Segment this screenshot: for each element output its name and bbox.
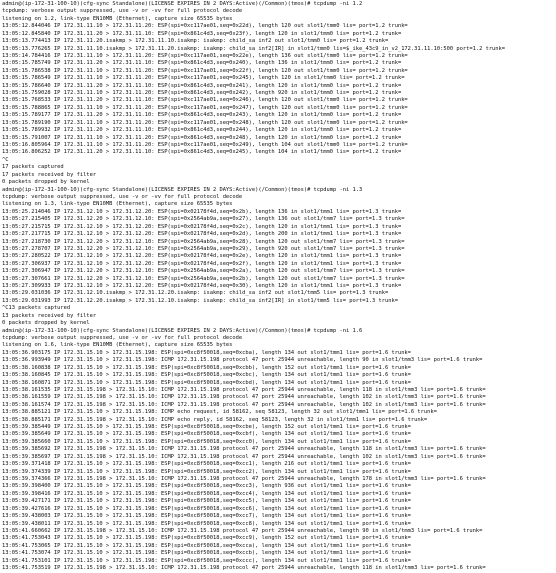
terminal-line: 13:05:15.759028 IP 172.31.11.10 > 172.31.11.20: ESP(spi=0x861c4d3,seq=0x242), length 920 in slot1/tmm0 lis= port=1.2 trunk=: [2, 90, 402, 97]
terminal-line: 13:05:29.031993 IP 172.31.12.20.isakmp > 172.31.12.10.isakmp: isakmp: child_sa inf2[IR] in slot1/tmm5 lis= port=1.3 trunk=: [2, 297, 398, 304]
terminal-line: 13:05:15.786549 IP 172.31.11.10 > 172.31.11.20: ESP(spi=0xc117ae01,seq=0x245), length 120 in slot1/tmm0 lis= port=1.2 trunk=: [2, 75, 405, 82]
terminal-line: listening on 1.3, link-type EN10MB (Ethernet), capture size 65535 bytes: [2, 201, 233, 208]
terminal-line: tcpdump: verbose output suppressed, use -v or -vv for full protocol decode: [2, 193, 243, 200]
terminal-line: tcpdump: verbose output suppressed, use -v or -vv for full protocol decode: [2, 334, 243, 341]
terminal-line: 13:05:16.805964 IP 172.31.11.10 > 172.31.11.20: ESP(spi=0xc117ae01,seq=0x249), length 104 out slot1/tmm0 lis= port=1.2 trunk=: [2, 142, 408, 149]
terminal-line: 13:05:41.753101 IP 172.31.15.10 > 172.31.15.198: ESP(spi=0xc8f50018,seq=0xccc), length 134 out slot1/tmm1 lis= port=1.6 trunk=: [2, 557, 411, 564]
terminal-line: 13:05:38.160838 IP 172.31.15.10 > 172.31.15.198: ESP(spi=0xc8f50018,seq=0xcbb), length 152 out slot1/tmm1 lis= port=1.6 trunk=: [2, 364, 411, 371]
terminal-line: 13:05:15.788865 IP 172.31.11.10 > 172.31.11.20: ESP(spi=0xc117ae01,seq=0x247), length 120 out slot1/tmm0 lis= port=1.2 trunk=: [2, 104, 408, 111]
terminal-line: 13:05:27.278707 IP 172.31.12.20 > 172.31.12.10: ESP(spi=0x2564ab9a,seq=0x29), length 920 out slot1/tmm7 lis= port=1.3 trunk=: [2, 245, 405, 252]
terminal-line: 13:05:39.385697 IP 172.31.15.198 > 172.31.15.10: ICMP 172.31.15.198 protocol 47 port 25944 unreachable, length 102 in slot1/tmm3 lis= port=1.6 trunk=: [2, 453, 486, 460]
terminal-line: 13:05:41.753065 IP 172.31.15.10 > 172.31.15.198: ESP(spi=0xc8f50018,seq=0xcca), length 134 out slot1/tmm1 lis= port=1.6 trunk=: [2, 542, 411, 549]
terminal-line: 13:05:25.214046 IP 172.31.12.10 > 172.31.12.20: ESP(spi=0x02178f4d,seq=0x2b), length 136 in slot1/tmm1 lis= port=1.3 trunk=: [2, 208, 402, 215]
terminal-line: ^C: [2, 156, 9, 163]
terminal-line: 13:05:41.753074 IP 172.31.15.10 > 172.31.15.198: ESP(spi=0xc8f50018,seq=0xccb), length 134 out slot1/tmm1 lis= port=1.6 trunk=: [2, 550, 411, 557]
terminal-line: 13:05:38.161559 IP 172.31.15.198 > 172.31.15.10: ICMP 172.31.15.198 protocol 47 port 25944 unreachable, length 102 in slot1/tmm3 lis= port=1.6 trunk=: [2, 394, 486, 401]
terminal-line: 13:05:38.885121 IP 172.31.15.10 > 172.31.15.198: ICMP echo request, id 58162, seq 58123, length 32 out slot1/tmm1 lis= port=1.6 trunk=: [2, 409, 437, 416]
terminal-line: 13:05:39.438003 IP 172.31.15.10 > 172.31.15.198: ESP(spi=0xc8f50018,seq=0xcc7), length 134 out slot1/tmm1 lis= port=1.6 trunk=: [2, 513, 411, 520]
terminal-line: 13:05:38.160845 IP 172.31.15.10 > 172.31.15.198: ESP(spi=0xc8f50018,seq=0xcbc), length 134 out slot1/tmm1 lis= port=1.6 trunk=: [2, 372, 411, 379]
terminal-line: 13:05:13.776265 IP 172.31.11.10.isakmp > 172.31.11.20.isakmp: isakmp: child_sa inf2[IR] in slot1/tmm0 lis=$_ike_43c9_in_v2_172.31.11.10:500 port=1.2 trunk=: [2, 45, 506, 52]
terminal-line: 13:05:27.215715 IP 172.31.12.10 > 172.31.12.20: ESP(spi=0x02178f4d,seq=0x2c), length 120 in slot1/tmm1 lis= port=1.3 trunk=: [2, 223, 402, 230]
terminal-line: 13:05:29.031036 IP 172.31.12.10.isakmp > 172.31.12.20.isakmp: isakmp: child_sa inf2 out slot1/tmm5 lis= port=1.3 trunk=: [2, 290, 389, 297]
terminal-line: 13:05:41.753519 IP 172.31.15.198 > 172.31.15.10: ICMP 172.31.15.198 protocol 47 port 25944 unreachable, length 118 in slot1/tmm3 lis= port=1.6 trunk=: [2, 565, 486, 572]
terminal-line: 0 packets dropped by kernel: [2, 179, 90, 186]
terminal-line: 13:05:14.784416 IP 172.31.11.10 > 172.31.11.20: ESP(spi=0xc117ae01,seq=0x22e), length 136 out slot1/tmm0 lis= port=1.2 trunk=: [2, 52, 408, 59]
terminal-line: 13:05:39.385660 IP 172.31.15.10 > 172.31.15.198: ESP(spi=0xc8f50018,seq=0xcc0), length 134 out slot1/tmm1 lis= port=1.6 trunk=: [2, 438, 411, 445]
terminal-line: 13:05:38.161535 IP 172.31.15.198 > 172.31.15.10: ICMP 172.31.15.198 protocol 47 port 25944 unreachable, length 118 in slot1/tmm3 lis= port=1.6 trunk=: [2, 386, 486, 393]
terminal-line: 13:05:36.993949 IP 172.31.15.10 > 172.31.15.198: ICMP 172.31.15.198 protocol 47 port 25944 unreachable, length 90 in slot1/tmm3 lis= port=1.6 trunk=: [2, 357, 483, 364]
terminal-line: 13:05:27.215405 IP 172.31.12.20 > 172.31.12.10: ESP(spi=0x2564ab9a,seq=0x27), length 136 out slot1/tmm7 lis= port=1.3 trunk=: [2, 216, 405, 223]
terminal-line: 13:05:39.385692 IP 172.31.15.198 > 172.31.15.10: ICMP 172.31.15.198 protocol 47 port 25944 unreachable, length 118 in slot1/tmm3 lis= port=1.6 trunk=: [2, 446, 486, 453]
terminal-line: 13:05:39.427616 IP 172.31.15.10 > 172.31.15.198: ESP(spi=0xc8f50018,seq=0xcc6), length 134 out slot1/tmm1 lis= port=1.6 trunk=: [2, 505, 411, 512]
terminal-line: ^C13 packets captured: [2, 305, 71, 312]
terminal-line: listening on 1.2, link-type EN10MB (Ethernet), capture size 65535 bytes: [2, 15, 233, 22]
terminal-line: 13:05:15.791007 IP 172.31.11.10 > 172.31.11.20: ESP(spi=0x861c4d3,seq=0x248), length 120 in slot1/tmm0 lis= port=1.2 trunk=: [2, 134, 402, 141]
terminal-line: 0 packets dropped by kernel: [2, 320, 90, 327]
terminal-line: 13:05:27.280522 IP 172.31.12.10 > 172.31.12.20: ESP(spi=0x02178f4d,seq=0x2e), length 120 in slot1/tmm1 lis= port=1.3 trunk=: [2, 253, 402, 260]
terminal-line: 13:05:15.768533 IP 172.31.11.20 > 172.31.11.10: ESP(spi=0xc117ae01,seq=0x246), length 120 out slot1/tmm0 lis= port=1.2 trunk=: [2, 97, 408, 104]
terminal-line: 13 packets received by filter: [2, 312, 97, 319]
terminal-line: 13:05:15.785749 IP 172.31.11.20 > 172.31.11.10: ESP(spi=0x861c4d3,seq=0x240), length 136 in slot1/tmm0 lis= port=1.2 trunk=: [2, 60, 402, 67]
terminal-line: 13:05:15.789177 IP 172.31.11.20 > 172.31.11.10: ESP(spi=0x861c4d3,seq=0x243), length 120 in slot1/tmm0 lis= port=1.2 trunk=: [2, 112, 402, 119]
terminal-line: 13:05:38.885171 IP 172.31.15.198 > 172.31.15.10: ICMP echo reply, id 58162, seq 58123, length 32 in slot1/tmm1 lis= port=1.6 trunk=: [2, 416, 428, 423]
terminal-line: 13:05:15.786538 IP 172.31.11.10 > 172.31.11.20: ESP(spi=0xc117ae01,seq=0x22f), length 120 out slot1/tmm0 lis= port=1.2 trunk=: [2, 67, 408, 74]
terminal-line: 17 packets captured: [2, 164, 64, 171]
terminal-line: 13:05:39.398400 IP 172.31.15.10 > 172.31.15.198: ESP(spi=0xc8f50018,seq=0xcc3), length 936 out slot1/tmm1 lis= port=1.6 trunk=: [2, 483, 411, 490]
terminal-line: 13:05:27.307661 IP 172.31.12.20 > 172.31.12.10: ESP(spi=0x2564ab9a,seq=0x2b), length 120 out slot1/tmm7 lis= port=1.3 trunk=: [2, 275, 405, 282]
terminal-line: 13:05:38.160871 IP 172.31.15.10 > 172.31.15.198: ESP(spi=0xc8f50018,seq=0xcbd), length 134 out slot1/tmm1 lis= port=1.6 trunk=: [2, 379, 411, 386]
terminal-line: 13:05:39.371418 IP 172.31.15.10 > 172.31.15.198: ESP(spi=0xc8f50018,seq=0xcc1), length 216 out slot1/tmm1 lis= port=1.6 trunk=: [2, 461, 411, 468]
terminal-line: 13:05:27.309933 IP 172.31.12.10 > 172.31.12.20: ESP(spi=0x02178f4d,seq=0x30), length 120 in slot1/tmm1 lis= port=1.3 trunk=: [2, 283, 402, 290]
terminal-line: 13:05:39.385449 IP 172.31.15.10 > 172.31.15.198: ESP(spi=0xc8f50018,seq=0xcbe), length 152 out slot1/tmm1 lis= port=1.6 trunk=: [2, 424, 411, 431]
terminal-line: 13:05:15.786640 IP 172.31.11.20 > 172.31.11.10: ESP(spi=0x861c4d3,seq=0x241), length 120 in slot1/tmm0 lis= port=1.2 trunk=: [2, 82, 402, 89]
terminal-line: 13:05:15.789190 IP 172.31.11.10 > 172.31.11.20: ESP(spi=0xc117ae01,seq=0x248), length 120 out slot1/tmm0 lis= port=1.2 trunk=: [2, 119, 408, 126]
terminal-line: 13:05:39.398416 IP 172.31.15.10 > 172.31.15.198: ESP(spi=0xc8f50018,seq=0xcc4), length 134 out slot1/tmm1 lis= port=1.6 trunk=: [2, 490, 411, 497]
terminal-line: admin@(ip-172-31-100-10)(cfg-sync Standalone)(LICENSE EXPIRES IN 2 DAYS:Active)(/Common)(tmos)# tcpdump -ni 1.3: [2, 186, 363, 193]
terminal-line: 13:05:38.161574 IP 172.31.15.198 > 172.31.15.10: ICMP 172.31.15.198 protocol 47 port 25944 unreachable, length 102 in slot1/tmm3 lis= port=1.6 trunk=: [2, 401, 486, 408]
terminal-line: listening on 1.6, link-type EN10MB (Ethernet), capture size 65535 bytes: [2, 342, 233, 349]
terminal-line: tcpdump: verbose output suppressed, use -v or -vv for full protocol decode: [2, 8, 243, 15]
terminal-line: 13:05:16.806252 IP 172.31.11.20 > 172.31.11.10: ESP(spi=0x861c4d3,seq=0x245), length 104 in slot1/tmm0 lis= port=1.2 trunk=: [2, 149, 402, 156]
terminal-line: 13:05:27.306947 IP 172.31.12.20 > 172.31.12.10: ESP(spi=0x2564ab9a,seq=0x2a), length 120 out slot1/tmm7 lis= port=1.3 trunk=: [2, 268, 405, 275]
terminal-line: 13:05:39.427171 IP 172.31.15.10 > 172.31.15.198: ESP(spi=0xc8f50018,seq=0xcc5), length 134 out slot1/tmm1 lis= port=1.6 trunk=: [2, 498, 411, 505]
terminal-line: 13:05:27.217715 IP 172.31.12.10 > 172.31.12.20: ESP(spi=0x02178f4d,seq=0x2d), length 200 in slot1/tmm1 lis= port=1.3 trunk=: [2, 231, 402, 238]
terminal-line: 13:05:39.374366 IP 172.31.15.198 > 172.31.15.10: ICMP 172.31.15.198 protocol 47 port 25944 unreachable, length 178 in slot1/tmm3 lis= port=1.6 trunk=: [2, 476, 486, 482]
terminal-line: 13:05:27.306937 IP 172.31.12.10 > 172.31.12.20: ESP(spi=0x02178f4d,seq=0x2f), length 120 in slot1/tmm1 lis= port=1.3 trunk=: [2, 260, 402, 267]
terminal-line: 13:05:12.844046 IP 172.31.11.10 > 172.31.11.20: ESP(spi=0xc117ae01,seq=0x22d), length 120 out slot1/tmm0 lis= port=1.2 trunk=: [2, 23, 408, 30]
terminal-line: admin@(ip-172-31-100-10)(cfg-sync Standalone)(LICENSE EXPIRES IN 2 DAYS:Active)(/Common)(tmos)# tcpdump -ni 1.2: [2, 1, 363, 7]
terminal-line: 13:05:39.438011 IP 172.31.15.10 > 172.31.15.198: ESP(spi=0xc8f50018,seq=0xcc8), length 134 out slot1/tmm1 lis= port=1.6 trunk=: [2, 520, 411, 527]
terminal-line: 13:05:41.753043 IP 172.31.15.10 > 172.31.15.198: ESP(spi=0xc8f50018,seq=0xcc9), length 152 out slot1/tmm1 lis= port=1.6 trunk=: [2, 535, 411, 542]
terminal-line: 13:05:15.789932 IP 172.31.11.20 > 172.31.11.10: ESP(spi=0x861c4d3,seq=0x244), length 120 in slot1/tmm0 lis= port=1.2 trunk=: [2, 127, 402, 134]
terminal-line: 13:05:36.903175 IP 172.31.15.10 > 172.31.15.198: ESP(spi=0xc8f50018,seq=0xcba), length 134 out slot1/tmm1 lis= port=1.6 trunk=: [2, 349, 411, 356]
terminal-line: 13:05:12.845840 IP 172.31.11.20 > 172.31.11.10: ESP(spi=0x861c4d3,seq=0x23f), length 120 in slot1/tmm0 lis= port=1.2 trunk=: [2, 30, 402, 37]
terminal-line: 13:05:13.774413 IP 172.31.11.20.isakmp > 172.31.11.10.isakmp: isakmp: child_sa inf2 out slot1/tmm0 lis= port=1.2 trunk=: [2, 38, 389, 45]
terminal-line: 17 packets received by filter: [2, 171, 97, 178]
terminal-line: admin@(ip-172-31-100-10)(cfg-sync Standalone)(LICENSE EXPIRES IN 2 DAYS:Active)(/Common)(tmos)# tcpdump -ni 1.6: [2, 327, 363, 334]
terminal-line: 13:05:41.660662 IP 172.31.15.198 > 172.31.15.10: ICMP 172.31.15.198 protocol 47 port 25944 unreachable, length 90 in slot1/tmm3 lis= port=1.6 trunk=: [2, 527, 483, 534]
terminal-line: 13:05:39.385649 IP 172.31.15.10 > 172.31.15.198: ESP(spi=0xc8f50018,seq=0xcbf), length 134 out slot1/tmm1 lis= port=1.6 trunk=: [2, 431, 411, 438]
terminal-line: 13:05:39.374339 IP 172.31.15.10 > 172.31.15.198: ESP(spi=0xc8f50018,seq=0xcc2), length 134 out slot1/tmm1 lis= port=1.6 trunk=: [2, 468, 411, 475]
terminal-line: 13:05:27.218730 IP 172.31.12.20 > 172.31.12.10: ESP(spi=0x2564ab9a,seq=0x28), length 120 out slot1/tmm7 lis= port=1.3 trunk=: [2, 238, 405, 245]
